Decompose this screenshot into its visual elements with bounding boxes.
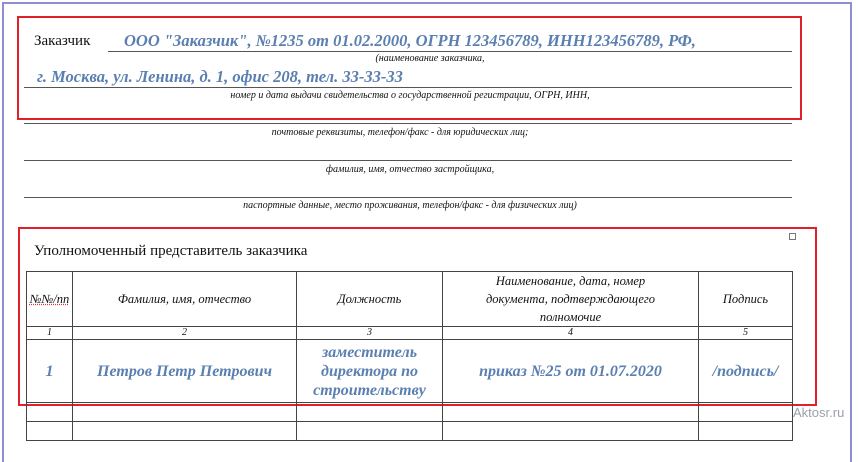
row-doc: приказ №25 от 01.07.2020: [443, 340, 699, 403]
passport-line: [24, 197, 792, 198]
table-row: [27, 340, 793, 403]
column-number: 5: [699, 327, 793, 340]
column-number: 2: [73, 327, 297, 340]
representative-title: Уполномоченный представитель заказчика: [34, 243, 308, 259]
customer-name-line: [108, 51, 792, 52]
row-fio: Петров Петр Петрович: [73, 340, 297, 403]
postal-caption: почтовые реквизиты, телефон/факс - для юридических лиц;: [271, 127, 529, 138]
customer-name-value: ООО "Заказчик", №1235 от 01.02.2000, ОГРН 123456789, ИНН123456789, РФ,: [124, 31, 696, 50]
representative-table: [26, 271, 793, 441]
row-position: заместитель директора по строительству: [297, 340, 443, 403]
column-number: 1: [27, 327, 73, 340]
postal-line: [24, 123, 792, 124]
fio-line: [24, 160, 792, 161]
customer-address-line: [24, 87, 792, 88]
row-sign: /подпись/: [699, 340, 793, 403]
table-empty-row: [27, 403, 793, 422]
header-sign: Подпись: [699, 272, 793, 327]
header-fio: Фамилия, имя, отчество: [73, 272, 297, 327]
watermark: Aktosr.ru: [793, 405, 845, 420]
customer-address-value: г. Москва, ул. Ленина, д. 1, офис 208, тел. 33-33-33: [37, 67, 403, 86]
row-num: 1: [27, 340, 73, 403]
resize-handle[interactable]: [789, 233, 796, 240]
customer-label: Заказчик: [34, 33, 91, 49]
table-column-numbers-row: [27, 327, 793, 340]
header-doc: Наименование, дата, номер документа, подтверждающего полномочие: [443, 272, 699, 327]
column-number: 3: [297, 327, 443, 340]
header-position: Должность: [297, 272, 443, 327]
customer-name-caption: (наименование заказчика,: [375, 53, 485, 64]
fio-caption: фамилия, имя, отчество застройщика,: [325, 164, 495, 175]
passport-caption: паспортные данные, место проживания, телефон/факс - для физических лиц): [243, 200, 577, 211]
header-num: №№/пп: [27, 272, 73, 327]
table-empty-row: [27, 422, 793, 441]
customer-address-caption: номер и дата выдачи свидетельства о государственной регистрации, ОГРН, ИНН,: [230, 90, 590, 101]
column-number: 4: [443, 327, 699, 340]
table-header-row: [27, 272, 793, 327]
